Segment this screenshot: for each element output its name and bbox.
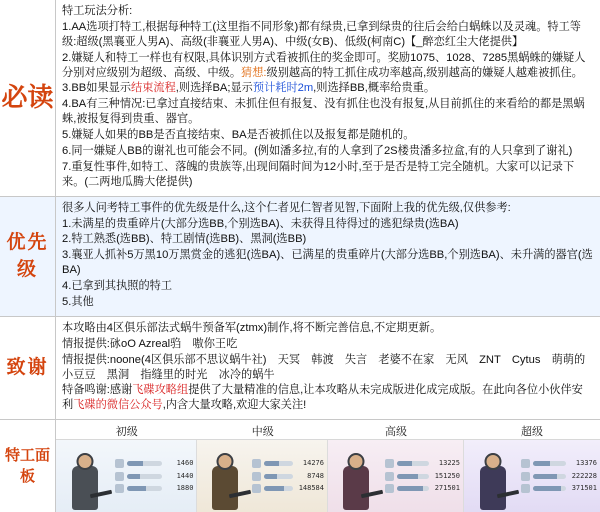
paragraph: 本攻略由4区俱乐部法式蜗牛预备军(ztmx)制作,将不断完善信息,不定期更新。 xyxy=(62,321,442,334)
stat-bar xyxy=(264,461,293,466)
stat-icon xyxy=(385,459,394,468)
section-label-thanks-text: 致谢 xyxy=(6,356,49,378)
section-thanks xyxy=(0,317,600,420)
paragraph: 3.襄亚人抓补5万黑10万黑赏金的逃犯(选BA)、已满星的贵重碎片(大部分选BB,个别选BA)、未升满的器官(选BA) xyxy=(62,249,593,277)
paragraph: 特备鸣谢:感谢飞碟攻略组提供了大量精准的信息,让本攻略从未完成版进化成完成版。在此向各位小伙伴安利飞碟的微信公众号,内含大量攻略,欢迎大家关注! xyxy=(62,384,583,412)
agent-tier-header: 高级 xyxy=(384,425,407,438)
stat-icon xyxy=(385,472,394,481)
stat-row xyxy=(115,472,193,481)
agent-panel-grid xyxy=(56,439,600,512)
section-label-priority xyxy=(0,197,56,316)
section-label-thanks xyxy=(0,317,56,419)
paragraph: 很多人问考特工事件的优先级是什么,这个仁者见仁智者见智,下面附上我的优先级,仅供参考: xyxy=(62,201,511,214)
stat-row xyxy=(385,459,460,468)
paragraph: 4.BA有三种情况:已拿过直接结束、未抓住但有报复、没有抓住也没有报复,从目前抓住的来看给的都是黑蜗蛛,被报复得到贵重、器官。 xyxy=(62,98,585,126)
section-content-priority xyxy=(56,197,600,316)
agent-card xyxy=(197,440,328,512)
stat-value: 13376 xyxy=(575,459,597,468)
agent-portrait-icon xyxy=(464,440,521,512)
stat-icon xyxy=(252,472,261,481)
agent-panel-header xyxy=(56,420,600,439)
paragraph: 1.AA选项打特工,根据每种特工(这里指不同形象)都有绿贵,已拿到绿贵的往后会给白蜗蛛以及灵魂。特工等级:超级(黑襄亚人男A)、高级(非襄亚人男A)、中级(女B)、低级(柯南C)【_醉恋红尘大佬提供】 xyxy=(62,20,581,48)
section-label-agent-panel xyxy=(0,420,56,512)
agent-card xyxy=(56,440,197,512)
stat-icon xyxy=(252,484,261,493)
section-label-priority-text: 优先级 xyxy=(6,231,49,281)
stat-icon xyxy=(385,484,394,493)
paragraph: 情报提供:砯oO Azreal驺 嗷你王吃 xyxy=(62,337,238,350)
stat-value: 271501 xyxy=(434,483,460,492)
stat-row xyxy=(385,472,460,481)
section-label-must-read xyxy=(0,0,56,196)
section-label-must-read-text: 必读 xyxy=(1,82,54,113)
agent-tier-header: 初级 xyxy=(115,425,138,438)
paragraph: 2.嫌疑人和特工一样也有权限,具体识别方式看被抓住的奖金即可。奖励1075、1028、7285黑蜗蛛的嫌疑人分别对应级别为超级、高级、中级。猜想:级别越高的特工抓住成功率越高,级别越高的嫌疑人越难被抓住。 xyxy=(62,51,586,79)
paragraph: 6.同一嫌疑人BB的谢礼也可能会不同。(例如潘多拉,有的人拿到了2S楼贵潘多拉盒,有的人只拿到了谢礼) xyxy=(62,145,573,158)
section-agent-panel xyxy=(0,420,600,512)
stat-value: 151250 xyxy=(434,471,460,480)
stat-bar xyxy=(397,474,429,479)
agent-stats xyxy=(252,440,327,512)
agent-portrait-icon xyxy=(197,440,251,512)
stat-row xyxy=(115,459,193,468)
stat-row xyxy=(521,459,597,468)
stat-bar xyxy=(127,474,162,479)
stat-value: 8748 xyxy=(307,471,324,480)
agent-portrait-icon xyxy=(328,440,385,512)
paragraph: 2.特工熟悉(选BB)、特工剧情(选BB)、黑洞(选BB) xyxy=(62,233,307,246)
stat-icon xyxy=(252,459,261,468)
stat-row xyxy=(385,484,460,493)
stat-row xyxy=(252,459,324,468)
section-content-must-read xyxy=(56,0,600,196)
section-must-read xyxy=(0,0,600,197)
stat-value: 1460 xyxy=(176,459,194,468)
stat-value: 14276 xyxy=(302,459,324,468)
section-label-agent-panel-text: 特工面板 xyxy=(4,447,50,486)
stat-row xyxy=(521,472,597,481)
stat-bar xyxy=(533,461,566,466)
paragraph: 3.BB如果显示结束流程,则选择BA;显示预计耗时2m,则选择BB,概率给贵重。 xyxy=(62,82,436,95)
paragraph: 7.重复性事件,如特工、落魄的贵族等,出现间隔时间为12小时,至于是否是特工完全随机。大家可以记录下来。(二两地瓜腾大佬提供) xyxy=(62,160,575,188)
stat-bar xyxy=(533,474,566,479)
stat-value: 371501 xyxy=(571,483,597,492)
paragraph: 5.其他 xyxy=(62,296,94,309)
stat-bar xyxy=(264,474,293,479)
agent-card xyxy=(328,440,464,512)
stat-icon xyxy=(521,459,530,468)
stat-value: 1440 xyxy=(176,471,194,480)
stat-icon xyxy=(115,472,124,481)
stat-bar xyxy=(397,461,429,466)
stat-icon xyxy=(521,484,530,493)
stat-icon xyxy=(115,484,124,493)
agent-stats xyxy=(521,440,600,512)
agent-portrait-icon xyxy=(56,440,115,512)
agent-tier-header: 超级 xyxy=(520,425,543,438)
stat-row xyxy=(521,484,597,493)
paragraph: 5.嫌疑人如果的BB是否直接结束、BA是否被抓住以及报复都是随机的。 xyxy=(62,129,415,142)
stat-bar xyxy=(127,461,162,466)
stat-icon xyxy=(115,459,124,468)
stat-value: 148584 xyxy=(298,483,324,492)
stat-row xyxy=(252,484,324,493)
section-content-agent-panel xyxy=(56,420,600,512)
paragraph: 4.已拿到其执照的特工 xyxy=(62,280,173,293)
stat-value: 13225 xyxy=(438,459,460,468)
agent-stats xyxy=(385,440,463,512)
agent-stats xyxy=(115,440,196,512)
paragraph: 特工玩法分析: xyxy=(62,5,133,17)
stat-value: 1880 xyxy=(176,483,194,492)
stat-row xyxy=(252,472,324,481)
stat-row xyxy=(115,484,193,493)
agent-card xyxy=(464,440,600,512)
agent-tier-header: 中级 xyxy=(251,425,274,438)
paragraph: 情报提供:noone(4区俱乐部不思议蜗牛社) 天冥 韩渡 失言 老婆不在家 无风 ZNT Cytus 萌萌的小豆豆 黑洞 指缝里的时光 冰冷的蜗牛 xyxy=(62,353,586,381)
section-content-thanks xyxy=(56,317,600,419)
stat-icon xyxy=(521,472,530,481)
stat-value: 222228 xyxy=(571,471,597,480)
section-priority xyxy=(0,197,600,317)
paragraph: 1.未满星的贵重碎片(大部分选BB,个别选BA)、未获得且待得过的逃犯绿贵(选BA) xyxy=(62,217,459,230)
